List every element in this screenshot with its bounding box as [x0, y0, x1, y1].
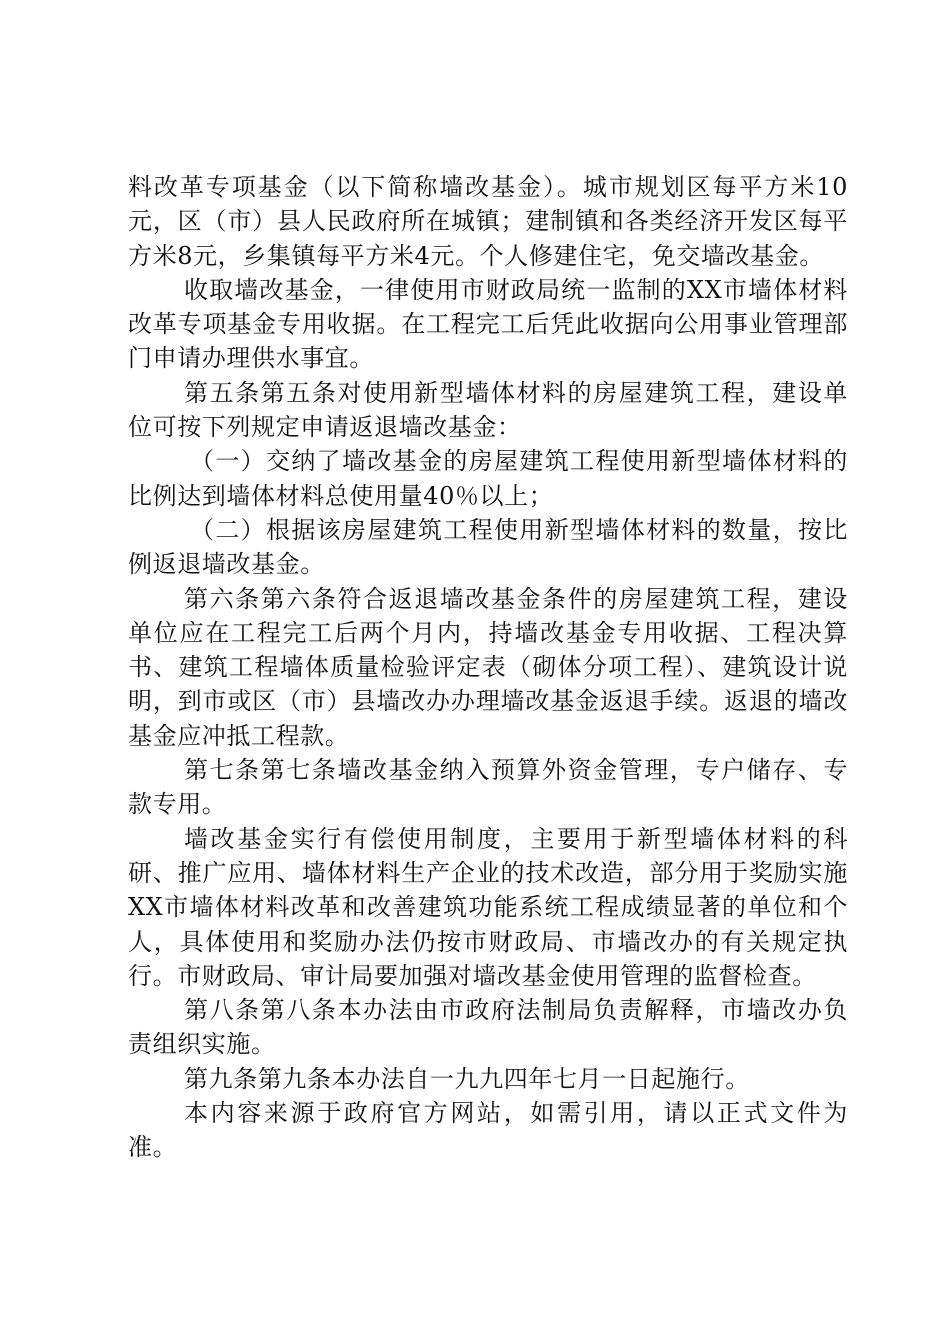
paragraph-2: 收取墙改基金，一律使用市财政局统一监制的XX市墙体材料改革专项基金专用收据。在工程完工后凭此收据向公用事业管理部门申请办理供水事宜。 — [128, 275, 848, 373]
paragraph-article-7: 第七条第七条墙改基金纳入预算外资金管理，专户储存、专款专用。 — [128, 756, 848, 819]
paragraph-source-note: 本内容来源于政府官方网站，如需引用，请以正式文件为准。 — [128, 1099, 848, 1162]
paragraph-article-9: 第九条第九条本办法自一九九四年七月一日起施行。 — [184, 1064, 750, 1093]
paragraph-article-6: 第六条第六条符合返退墙改基金条件的房屋建筑工程，建设单位应在工程完工后两个月内，持墙改基金专用收据、工程决算书、建筑工程墙体质量检验评定表（砌体分项工程）、建筑设计说明，到市或区（市）县墙改办办理墙改基金返退手续。返退的墙改基金应冲抵工程款。 — [128, 584, 848, 750]
paragraph-1: 料改革专项基金（以下简称墙改基金）。城市规划区每平方米10元，区（市）县人民政府所在城镇；建制镇和各类经济开发区每平方米8元，乡集镇每平方米4元。个人修建住宅，免交墙改基金。 — [128, 173, 848, 270]
paragraph-article-8: 第八条第八条本办法由市政府法制局负责解释，市墙改办负责组织实施。 — [128, 996, 848, 1059]
paragraph-article-5: 第五条第五条对使用新型墙体材料的房屋建筑工程，建设单位可按下列规定申请返退墙改基金： — [128, 378, 848, 442]
paragraph-item-1: （一）交纳了墙改基金的房屋建筑工程使用新型墙体材料的比例达到墙体材料总使用量40％以上； — [128, 447, 848, 510]
paragraph-item-2: （二）根据该房屋建筑工程使用新型墙体材料的数量，按比例返退墙改基金。 — [128, 515, 848, 579]
paragraph-fund-usage: 墙改基金实行有偿使用制度，主要用于新型墙体材料的科研、推广应用、墙体材料生产企业的技术改造，部分用于奖励实施XX市墙体材料改革和改善建筑功能系统工程成绩显著的单位和个人，具体使用和奖励办法仍按市财政局、市墙改办的有关规定执行。市财政局、审计局要加强对墙改基金使用管理的监督检查。 — [128, 824, 848, 990]
document-body — [128, 170, 848, 1165]
